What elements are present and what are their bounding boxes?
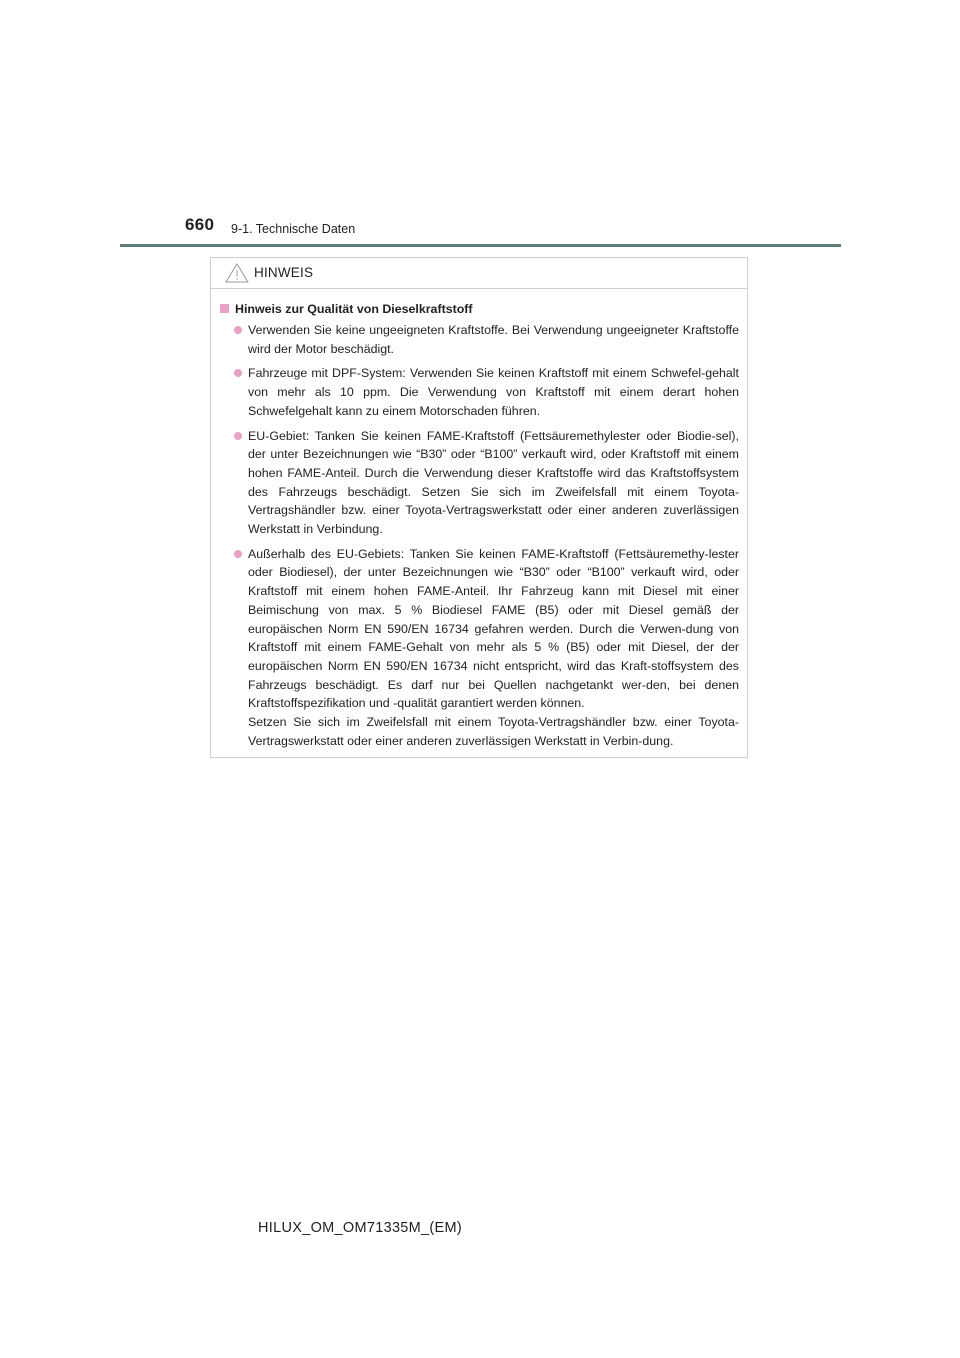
notice-title: HINWEIS: [254, 265, 314, 280]
list-item-text-continuation: Setzen Sie sich im Zweifelsfall mit einem Toyota-Vertragshändler bzw. einer Toyota-Vertragswerkstatt oder einer anderen zuverlässigen Werkstatt in Verbin-dung.: [248, 715, 739, 748]
list-item: [217, 321, 739, 358]
notice-subheading: [217, 300, 739, 318]
page-number: 660: [185, 215, 215, 234]
list-item-text: Verwenden Sie keine ungeeigneten Kraftstoffe. Bei Verwendung ungeeigneter Kraftstoffe wird der Motor beschädigt.: [248, 323, 739, 356]
footer-code: HILUX_OM_OM71335M_(EM): [258, 1220, 463, 1236]
list-item-text: EU-Gebiet: Tanken Sie keinen FAME-Kraftstoff (Fettsäuremethylester oder Biodie-sel), der unter Bezeichnungen wie “B30” oder “B100” verkauft wird, oder Kraftstoff mit einem hohen FAME-Anteil. Durch die Verwendung dieser Kraftstoffe wird das Kraftstoffsystem des Fahrzeugs beschädigt. Setzen Sie sich im Zweifelsfall mit einem Toyota-Vertragshändler bzw. einer Toyota-Vertragswerkstatt oder einer anderen zuverlässigen Werkstatt in Verbindung.: [248, 428, 739, 537]
list-item: [217, 545, 739, 751]
dot-bullet-icon: [234, 550, 242, 558]
list-item: [217, 427, 739, 539]
square-bullet-icon: [220, 304, 229, 313]
dot-bullet-icon: [234, 369, 242, 377]
warning-triangle-icon: [225, 263, 249, 283]
dot-bullet-icon: [234, 326, 242, 334]
notice-body: [211, 289, 747, 750]
dot-bullet-icon: [234, 432, 242, 440]
list-item-text: Fahrzeuge mit DPF-System: Verwenden Sie keinen Kraftstoff mit einem Schwefel-gehalt von mehr als 10 ppm. Die Verwendung von Kraftstoff mit einem derart hohen Schwefelgehalt kann zu einem Motorschaden führen.: [248, 366, 739, 418]
list-item-text: Außerhalb des EU-Gebiets: Tanken Sie keinen FAME-Kraftstoff (Fettsäuremethy-lester oder Biodiesel), der unter Bezeichnungen wie “B30” oder “B100” verkauft wird, oder Kraftstoff mit einem hohen FAME-Anteil. Ihr Fahrzeug kann mit Diesel mit einer Beimischung von max. 5 % Biodiesel FAME (B5) oder mit Diesel gemäß der europäischen Norm EN 590/EN 16734 gefahren werden. Durch die Verwen-dung von Kraftstoff mit einem FAME-Gehalt von mehr als 5 % (B5) oder mit Diesel, der der europäischen Norm EN 590/EN 16734 nicht entspricht, wird das Kraft-stoffsystem des Fahrzeugs beschädigt. Es darf nur bei Quellen nachgetankt wer-den, bei denen Kraftstoffspezifikation und -qualität garantiert werden können.: [248, 546, 739, 711]
header-rule: [120, 244, 841, 247]
section-title: 9-1. Technische Daten: [231, 222, 356, 236]
notice-header: [211, 258, 747, 289]
notice-box: [210, 257, 748, 758]
list-item: [217, 364, 739, 420]
subheading-text: Hinweis zur Qualität von Dieselkraftstoff: [235, 302, 473, 316]
